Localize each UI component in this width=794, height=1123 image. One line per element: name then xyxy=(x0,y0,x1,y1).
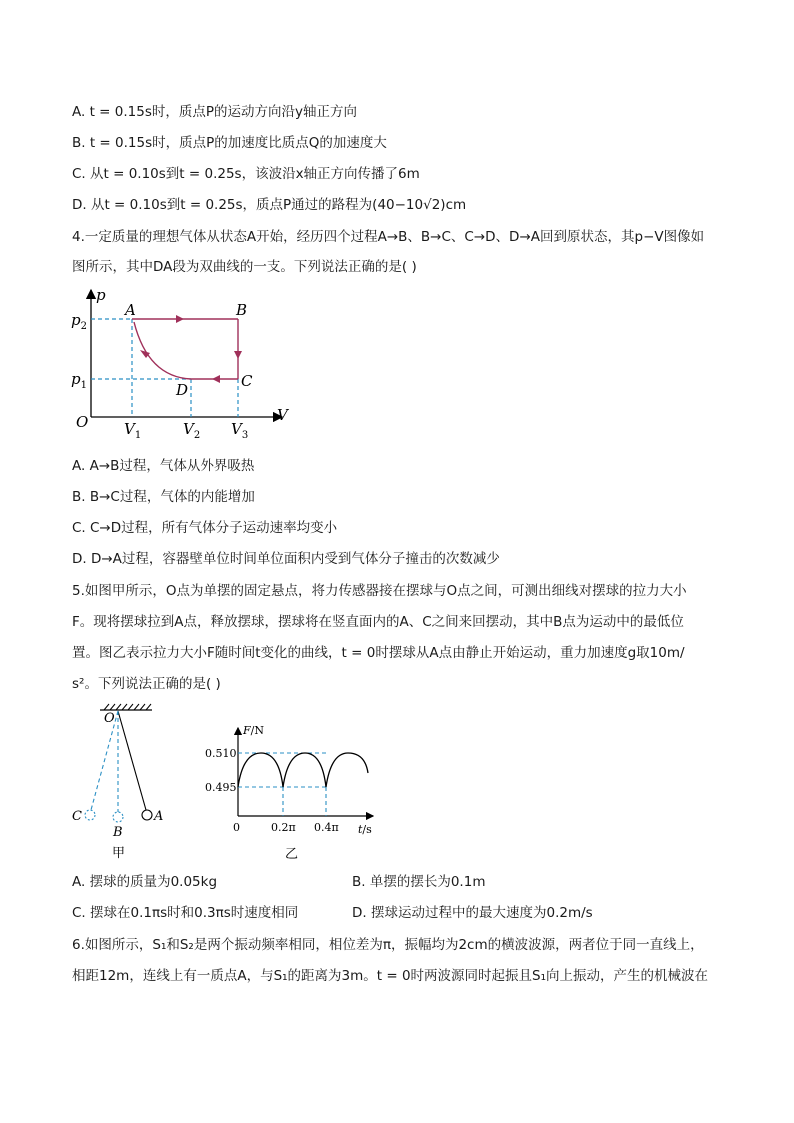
bob-a xyxy=(142,810,152,820)
direction-arrows xyxy=(140,315,242,383)
cycle-path xyxy=(132,319,238,379)
point-b-label: B xyxy=(236,301,248,319)
q5-option-c: C. 摆球在0.1πs时和0.3πs时速度相同 xyxy=(72,905,299,921)
f-axis-label: F/N xyxy=(243,724,264,737)
t-02pi-label: 0.2π xyxy=(271,821,296,834)
p-axis-label: p xyxy=(96,286,106,304)
q6-stem-line2: 相距12m，连线上有一质点A，与S₁的距离为3m。t = 0时两波源同时起振且S₁向上振动，产生的机械波在 xyxy=(72,968,709,984)
q3-option-a: A. t = 0.15s时，质点P的运动方向沿y轴正方向 xyxy=(72,104,357,120)
q3-option-d: D. 从t = 0.10s到t = 0.25s，质点P通过的路程为(40−10√2)cm xyxy=(72,197,467,213)
q5-force-time-graph xyxy=(195,718,385,863)
pos-b-label: B xyxy=(113,825,123,840)
q5-stem-line4: s²。下列说法正确的是( ) xyxy=(72,676,221,692)
p1-label: $p_1$ xyxy=(71,370,87,391)
q5-option-b: B. 单摆的摆长为0.1m xyxy=(352,874,486,890)
q4-stem-line2: 图所示，其中DA段为双曲线的一支。下列说法正确的是( ) xyxy=(72,259,417,275)
point-c-label: C xyxy=(241,372,253,390)
q5-pendulum-figure xyxy=(60,700,180,862)
t-axis-label: t/s xyxy=(358,823,372,836)
q5-stem-line1: 5.如图甲所示，O点为单摆的固定悬点，将力传感器接在摆球与O点之间，可测出细线对摆球的拉力大小 xyxy=(72,583,687,599)
v3-label: $V_3$ xyxy=(231,420,249,441)
q5-option-d: D. 摆球运动过程中的最大速度为0.2m/s xyxy=(352,905,593,921)
q4-option-d: D. D→A过程，容器壁单位时间单位面积内受到气体分子撞击的次数减少 xyxy=(72,551,500,567)
ceiling-hatch xyxy=(104,704,151,710)
bob-c xyxy=(85,810,95,820)
v2-label: $V_2$ xyxy=(183,420,201,441)
q4-option-a: A. A→B过程，气体从外界吸热 xyxy=(72,458,255,474)
q4-pv-graph xyxy=(60,282,300,442)
q3-option-c: C. 从t = 0.10s到t = 0.25s，该波沿x轴正方向传播了6m xyxy=(72,166,420,182)
q3-option-b: B. t = 0.15s时，质点P的加速度比质点Q的加速度大 xyxy=(72,135,387,151)
guide-lines xyxy=(91,319,238,417)
point-a-label: A xyxy=(125,301,136,319)
q4-stem-line1: 4.一定质量的理想气体从状态A开始，经历四个过程A→B、B→C、C→D、D→A回到原状态，其p−V图像如 xyxy=(72,229,705,245)
v-axis-label: V xyxy=(277,406,288,424)
pos-a-label: A xyxy=(154,809,164,824)
point-d-label: D xyxy=(176,381,189,399)
fig-jia-caption: 甲 xyxy=(112,846,126,861)
p2-label: $p_2$ xyxy=(71,311,87,332)
f-high-label: 0.510 xyxy=(205,747,237,760)
pivot-o-label: O xyxy=(104,711,115,726)
q6-stem-line1: 6.如图所示，S₁和S₂是两个振动频率相同，相位差为π，振幅均为2cm的横波波源，两者位于同一直线上， xyxy=(72,937,704,953)
q4-option-b: B. B→C过程，气体的内能增加 xyxy=(72,489,255,505)
q5-stem-line2: F。现将摆球拉到A点，释放摆球，摆球将在竖直面内的A、C之间来回摆动，其中B点为运动中的最低位 xyxy=(72,614,684,630)
fig-yi-caption: 乙 xyxy=(285,847,299,862)
q5-stem-line3: 置。图乙表示拉力大小F随时间t变化的曲线，t = 0时摆球从A点由静止开始运动，重力加速度g取10m/ xyxy=(72,645,685,661)
pos-c-label: C xyxy=(72,809,82,824)
force-curve xyxy=(238,753,368,787)
f-guide-lines xyxy=(238,753,326,816)
t-zero-label: 0 xyxy=(233,821,240,834)
q5-option-a: A. 摆球的质量为0.05kg xyxy=(72,874,218,890)
origin-label: O xyxy=(76,413,89,431)
bob-b xyxy=(113,812,123,822)
v1-label: $V_1$ xyxy=(124,420,142,441)
f-low-label: 0.495 xyxy=(205,781,237,794)
t-04pi-label: 0.4π xyxy=(314,821,339,834)
q4-option-c: C. C→D过程，所有气体分子运动速率均变小 xyxy=(72,520,338,536)
